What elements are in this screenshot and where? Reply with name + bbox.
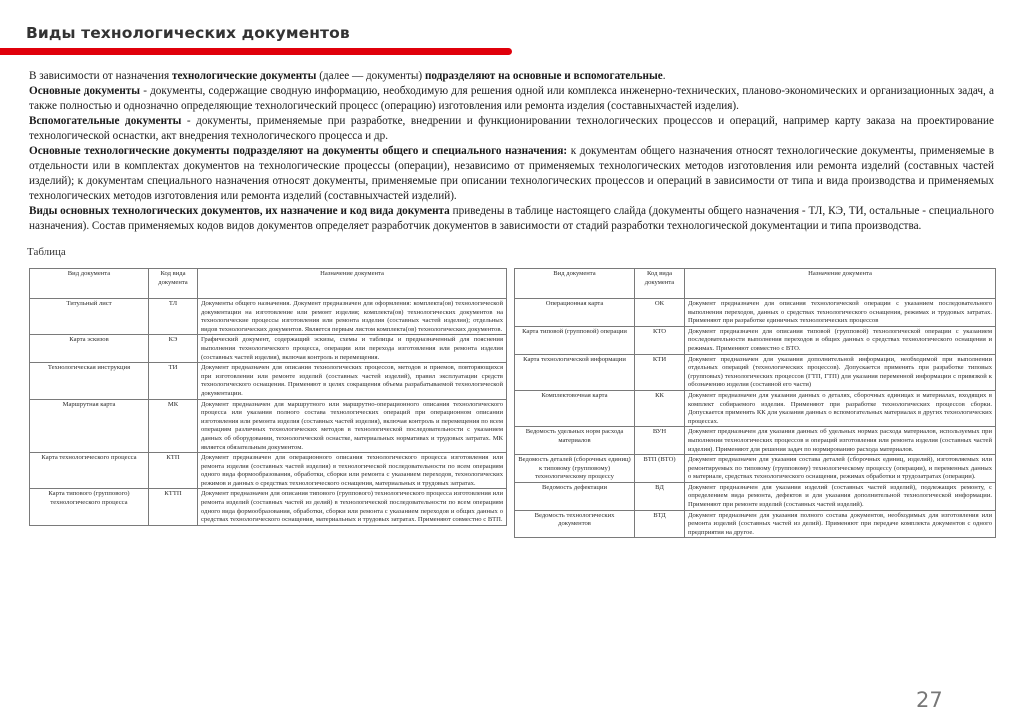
intro-paragraph: Основные документы - документы, содержащие сводную информацию, необходимую для решения одной или комплекса инженерно-технических, планово-экономических и организационных задач, а также полностью и однозначно определяющие технологический процесс (операцию) изготовления или ремонта изделия (составныхчастей изделия). bbox=[29, 85, 994, 112]
cell-document-purpose: Документ предназначен для маршрутного или маршрутно-операционного описания технологического процесса или указания полного состава технологических операций при операционном описании изготовления или ремонта изделия (составных частей изделия), включая контроль и перемещения по всем операциям различных технологических методов в технологической последовательности с указанием данных об оборудовании, технологической оснастке, материальных нормативах и трудовых затратах. МК является обязательным документом. bbox=[198, 399, 507, 453]
cell-document-code: ВТД bbox=[635, 510, 685, 538]
cell-document-code: КТИ bbox=[635, 354, 685, 390]
table-row bbox=[30, 299, 507, 335]
header-kind: Вид документа bbox=[515, 269, 635, 299]
cell-document-kind: Маршрутная карта bbox=[30, 399, 149, 453]
cell-document-purpose: Документ предназначен для описания технологической операции с указанием последовательного выполнения переходов, данных о средствах технологического оснащения, режимах и трудовых затратах. Применяют при разработке единичных технологических процессов bbox=[685, 299, 996, 327]
cell-document-kind: Комплектовочная карта bbox=[515, 390, 635, 426]
cell-document-purpose: Документ предназначен для описания технологических процессов, методов и приемов, повторяющихся при изготовлении или ремонте изделий (составных частей изделий), правил эксплуатации средств технологического оснащения. Применяют в целях сокращения объема разрабатываемой технологической документации. bbox=[198, 363, 507, 399]
cell-document-kind: Ведомость технологических документов bbox=[515, 510, 635, 538]
document-types-table-right bbox=[514, 268, 996, 538]
cell-document-kind: Технологическая инструкция bbox=[30, 363, 149, 399]
table-row bbox=[30, 335, 507, 363]
cell-document-kind: Карта типового (группового) технологического процесса bbox=[30, 489, 149, 525]
cell-document-kind: Ведомость удельных норм расхода материалов bbox=[515, 427, 635, 455]
cell-document-code: ВУН bbox=[635, 427, 685, 455]
cell-document-kind: Карта эскизов bbox=[30, 335, 149, 363]
header-purpose: Назначение документа bbox=[198, 269, 507, 299]
table-caption: Таблица bbox=[27, 246, 66, 258]
cell-document-code: ТИ bbox=[149, 363, 198, 399]
table-row bbox=[30, 399, 507, 453]
table-row bbox=[515, 482, 996, 510]
cell-document-kind: Ведомость деталей (сборочных единиц) к типовому (групповому) технологическому процессу bbox=[515, 455, 635, 483]
cell-document-purpose: Документ предназначен для указания данных об удельных нормах расхода материалов, используемых при выполнении технологических процессов и операций изготовления или ремонта изделия (составных частей изделия). Применяют для решения задач по нормированию расхода материалов. bbox=[685, 427, 996, 455]
cell-document-code: КТП bbox=[149, 453, 198, 489]
intro-paragraph: В зависимости от назначения технологические документы (далее — документы) подразделяют на основные и вспомогательные. bbox=[29, 70, 666, 82]
cell-document-purpose: Документ предназначен для операционного описания технологического процесса изготовления или ремонта изделия (составных частей изделия) в технологической последовательности по всем операциям одного вида формообразования, обработки, сборки или ремонта с указанием переходов, технологических режимов и данных о средствах технологического оснащения, материальных и трудовых затратах. bbox=[198, 453, 507, 489]
cell-document-purpose: Документы общего назначения. Документ предназначен для оформления: комплекта(ов) технологической документации на изготовление или ремонт изделия; комплекта(ов) технологических документов на технологические процессы изготовления или ремонта изделия (составных частей изделия); отдельных видов технологических документов. Является первым листом комплекта(ов) технологических документов. bbox=[198, 299, 507, 335]
table-row bbox=[30, 489, 507, 525]
cell-document-kind: Карта технологического процесса bbox=[30, 453, 149, 489]
intro-text bbox=[29, 69, 994, 234]
intro-paragraph: Виды основных технологических документов, их назначение и код вида документа приведены в таблице настоящего слайда (документы общего назначения - ТЛ, КЭ, ТИ, остальные - специального назначения). Состав применяемых кодов видов документов определяет разработчик документов в зависимости от стадий разработки технологической документации и типа производства. bbox=[29, 205, 994, 232]
cell-document-code: КК bbox=[635, 390, 685, 426]
table-row bbox=[515, 455, 996, 483]
table-row bbox=[515, 390, 996, 426]
table-row bbox=[30, 363, 507, 399]
slide-title: Виды технологических документов bbox=[26, 24, 350, 42]
cell-document-purpose: Документ предназначен для указания данных о деталях, сборочных единицах и материалах, входящих в комплект собираемого изделия. Применяют при разработке технологических процессов сборки. Допускается применять КК для указания данных о вспомогательных материалах в других технологических процессах. bbox=[685, 390, 996, 426]
header-code: Код вида документа bbox=[635, 269, 685, 299]
cell-document-code: ВД bbox=[635, 482, 685, 510]
cell-document-purpose: Графический документ, содержащий эскизы, схемы и таблицы и предназначенный для пояснения выполнения технологического процесса, операции или перехода изготовления или ремонта изделия (составных частей изделия), включая контроль и перемещения. bbox=[198, 335, 507, 363]
cell-document-purpose: Документ предназначен для описания типового (группового) технологического процесса изготовления или ремонта изделий (составных частей из делий) в технологической последовательности по всем операциям одного вида формообразования, обработки, сборки или ремонта с указанием переходов и общих данных о средствах технологического оснащения, материальных и трудовых затратах. Применяют совместно с ВТП. bbox=[198, 489, 507, 525]
table-row bbox=[515, 510, 996, 538]
cell-document-kind: Карта технологической информации bbox=[515, 354, 635, 390]
table-header-row bbox=[30, 269, 507, 299]
cell-document-code: МК bbox=[149, 399, 198, 453]
header-purpose: Назначение документа bbox=[685, 269, 996, 299]
cell-document-code: ВТП (ВТО) bbox=[635, 455, 685, 483]
table-row bbox=[30, 453, 507, 489]
page-number: 27 bbox=[916, 688, 943, 712]
table-row bbox=[515, 299, 996, 327]
cell-document-code: ТЛ bbox=[149, 299, 198, 335]
document-types-table-left bbox=[29, 268, 507, 526]
cell-document-code: КТО bbox=[635, 326, 685, 354]
header-kind: Вид документа bbox=[30, 269, 149, 299]
cell-document-code: ОК bbox=[635, 299, 685, 327]
cell-document-kind: Ведомость дефектации bbox=[515, 482, 635, 510]
cell-document-purpose: Документ предназначен для указания полного состава документов, необходимых для изготовления или ремонта изделий (составных частей из делий). Применяют при передаче комплекта документов с одного предприятия на другое. bbox=[685, 510, 996, 538]
table-row bbox=[515, 427, 996, 455]
intro-paragraph: Вспомогательные документы - документы, применяемые при разработке, внедрении и функционировании технологических процессов и операций, например карту заказа на проектирование технологической оснастки, акт внедрения технологического процесса и др. bbox=[29, 115, 994, 142]
cell-document-code: КЭ bbox=[149, 335, 198, 363]
cell-document-kind: Титульный лист bbox=[30, 299, 149, 335]
intro-paragraph: Основные технологические документы подразделяют на документы общего и специального назначения: к документам общего назначения относят технологические документы, применяемые в отдельности или в комплектах документов на технологические процессы (операции), независимо от применяемых технологических методов изготовления или ремонта изделий (составных частей изделий); к документам специального назначения относят документы, применяемые при описании технологических процессов и операций в зависимости от типа и вида производства и применяемых технологических методов изготовления или ремонта изделий (составныхчастей изделий). bbox=[29, 145, 994, 202]
cell-document-kind: Операционная карта bbox=[515, 299, 635, 327]
table-row bbox=[515, 354, 996, 390]
table-header-row bbox=[515, 269, 996, 299]
cell-document-code: КТТП bbox=[149, 489, 198, 525]
cell-document-purpose: Документ предназначен для описания типовой (групповой) технологической операции с указанием последовательности выполнения переходов и общих данных о средствах технологического оснащения и режимах. Применяют совместно с ВТО. bbox=[685, 326, 996, 354]
cell-document-kind: Карта типовой (групповой) операции bbox=[515, 326, 635, 354]
title-accent-bar bbox=[0, 48, 512, 55]
cell-document-purpose: Документ предназначен для указания состава деталей (сборочных единиц, изделий), изготовляемых или ремонтируемых по типовому (групповому) технологическому процессу (операции), и переменных данных о материале, средствах технологического оснащения, режимах обработки и трудозатратах (операции). bbox=[685, 455, 996, 483]
table-row bbox=[515, 326, 996, 354]
cell-document-purpose: Документ предназначен для указания дополнительной информации, необходимой при выполнении отдельных операций (технологических процессов). Допускается применять при разработке типовых (групповых) технологических процессов (ГТП, ГТП) для указания переменной информации с привязкой к обозначению изделия (составной его части) bbox=[685, 354, 996, 390]
header-code: Код вида документа bbox=[149, 269, 198, 299]
cell-document-purpose: Документ предназначен для указания изделий (составных частей изделий), подлежащих ремонту, с определением вида ремонта, дефектов и для указания дополнительной технологической информации. Применяют при ремонте изделий (составных частей изделий). bbox=[685, 482, 996, 510]
